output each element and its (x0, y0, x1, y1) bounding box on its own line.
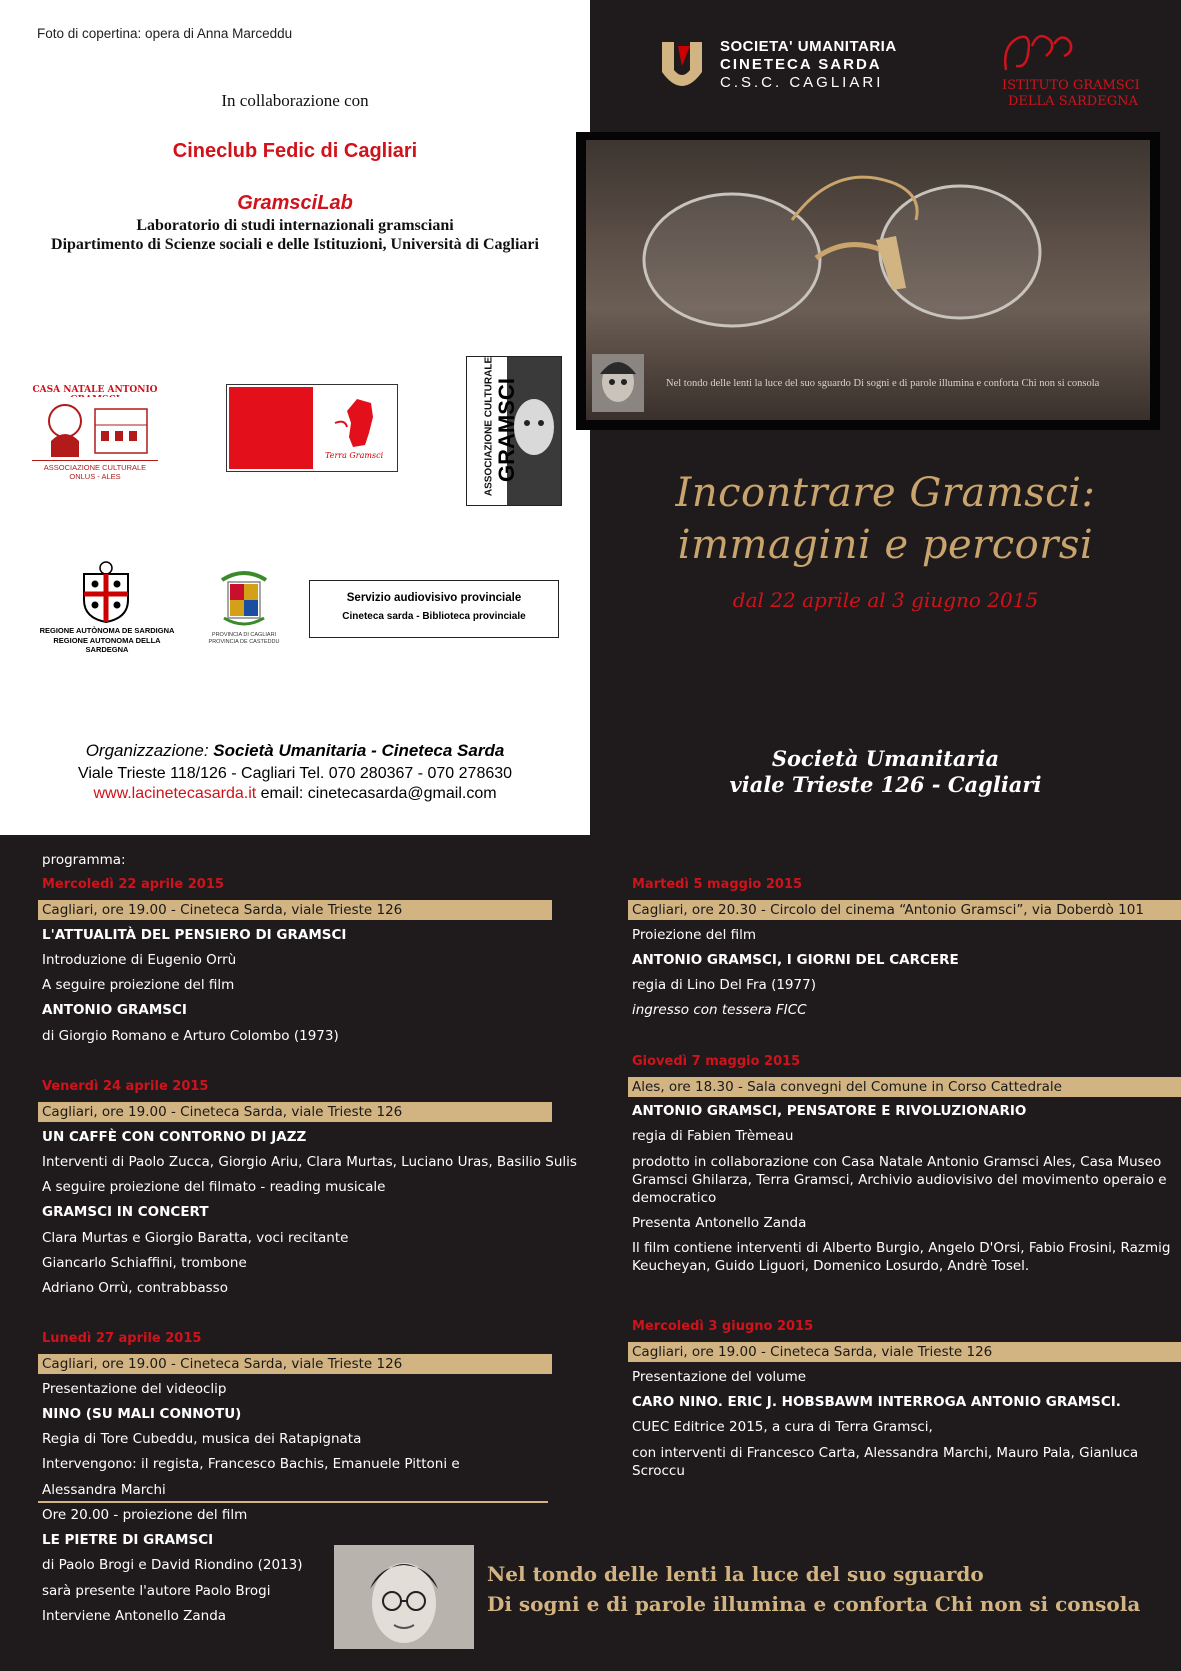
event-2-line-5: Clara Murtas e Giorgio Baratta, voci recitante (42, 1230, 349, 1246)
event-6-place: Cagliari, ore 19.00 - Cineteca Sarda, viale Trieste 126 (628, 1342, 1181, 1362)
event-3-place: Cagliari, ore 19.00 - Cineteca Sarda, viale Trieste 126 (38, 1354, 552, 1374)
terra-gramsci-logo (226, 384, 398, 472)
event-6-line-4a: con interventi di Francesco Carta, Alessandra Marchi, Mauro Pala, Gianluca (632, 1445, 1139, 1461)
regione-crest-icon (76, 560, 136, 624)
servizio-audiovisivo-box (309, 580, 559, 638)
regione-logo (32, 560, 182, 654)
event-1-line-5: di Giorgio Romano e Arturo Colombo (1973) (42, 1028, 339, 1044)
program-section (0, 835, 1181, 1671)
event-3-divider (38, 1501, 548, 1503)
org-name: Società Umanitaria - Cineteca Sarda (213, 741, 505, 760)
event-1-date: Mercoledì 22 aprile 2015 (42, 877, 224, 892)
venue-line-1: Società Umanitaria (771, 746, 1000, 771)
provincia-logo (208, 570, 280, 650)
istituto-line-1: ISTITUTO GRAMSCI (1002, 78, 1140, 93)
event-2-line-3: A seguire proiezione del filmato - reading musicale (42, 1179, 386, 1195)
event-4-line-4: ingresso con tessera FICC (632, 1002, 807, 1018)
photo-canvas (586, 140, 1150, 420)
event-3-line-3: Regia di Tore Cubeddu, musica dei Ratapignata (42, 1431, 362, 1447)
white-panel (0, 0, 590, 835)
event-5-line-3c: democratico (632, 1190, 717, 1206)
event-5-line-5b: Keucheyan, Guido Liguori, Domenico Losurdo, Andrè Tosel. (632, 1258, 1030, 1274)
event-2-concert: GRAMSCI IN CONCERT (42, 1204, 209, 1220)
event-3-line-6: Ore 20.00 - proiezione del film (42, 1507, 248, 1523)
umanitaria-line-1: SOCIETA' UMANITARIA (720, 38, 897, 55)
event-5-line-2: regia di Fabien Trèmeau (632, 1128, 794, 1144)
assoc-culturale-label: ASSOCIAZIONE CULTURALE (483, 356, 495, 497)
event-4-place: Cagliari, ore 20.30 - Circolo del cinema “Antonio Gramsci”, via Doberdò 101 (628, 900, 1181, 920)
quote-line-2: Di sogni e di parole illumina e conforta Chi non si consola (487, 1592, 1141, 1616)
event-3-line-10: Interviene Antonello Zanda (42, 1608, 227, 1624)
regione-label-1: REGIONE AUTÒNOMA DE SARDIGNA (39, 626, 175, 635)
cineclub-name: Cineclub Fedic di Cagliari (172, 140, 418, 162)
event-2-title: UN CAFFÈ CON CONTORNO DI JAZZ (42, 1129, 307, 1145)
event-5-line-3b: Gramsci Ghilarza, Terra Gramsci, Archivio audiovisivo del movimento operaio e (632, 1172, 1167, 1188)
istituto-line-2: DELLA SARDEGNA (1008, 94, 1138, 109)
org-label: Organizzazione: (85, 741, 214, 760)
event-3-film: LE PIETRE DI GRAMSCI (42, 1532, 214, 1548)
event-1-line-3: A seguire proiezione del film (42, 977, 235, 993)
provincia-label-1: PROVINCIA DI CAGLIARI (211, 632, 277, 638)
event-5-line-4: Presenta Antonello Zanda (632, 1215, 807, 1231)
assoc-gramsci-label: GRAMSCI (494, 378, 519, 482)
event-6-book: CARO NINO. ERIC J. HOBSBAWM INTERROGA ANTONIO GRAMSCI. (632, 1394, 1121, 1410)
program-label: programma: (42, 852, 126, 868)
servizio-title: Servizio audiovisivo provinciale (346, 592, 522, 604)
event-3-date: Lunedì 27 aprile 2015 (42, 1331, 202, 1346)
event-2-place: Cagliari, ore 19.00 - Cineteca Sarda, viale Trieste 126 (38, 1102, 552, 1122)
assoc-gramsci-logo (466, 356, 562, 506)
event-1-title: L'ATTUALITÀ DEL PENSIERO DI GRAMSCI (42, 927, 347, 943)
gramsci-portrait (334, 1545, 474, 1649)
umanitaria-line-3: C.S.C. CAGLIARI (720, 74, 884, 91)
org-address: Viale Trieste 118/126 - Cagliari Tel. 070 280367 - 070 278630 (77, 765, 513, 782)
event-3-line-5: Alessandra Marchi (42, 1482, 166, 1498)
event-2-line-7: Adriano Orrù, contrabbasso (42, 1280, 228, 1296)
cover-photo (576, 132, 1160, 430)
photo-portrait-thumbnail (592, 354, 644, 412)
organization-line (0, 741, 590, 761)
regione-label-2: REGIONE AUTONOMA DELLA SARDEGNA (53, 636, 161, 654)
event-5-line-5a: Il film contiene interventi di Alberto Burgio, Angelo D'Orsi, Fabio Frosini, Razmig (632, 1240, 1171, 1256)
event-6-date: Mercoledì 3 giugno 2015 (632, 1319, 814, 1334)
event-4-date: Martedì 5 maggio 2015 (632, 877, 803, 892)
casa-natale-logo (32, 385, 158, 481)
event-3-line-9: sarà presente l'autore Paolo Brogi (42, 1583, 271, 1599)
event-3-line-8: di Paolo Brogi e David Riondino (2013) (42, 1557, 303, 1573)
umanitaria-line-2: CINETECA SARDA (720, 56, 882, 73)
gramsci-thumbnail-icon (592, 354, 644, 412)
event-title-line-1: Incontrare Gramsci: (675, 470, 1096, 516)
casa-natale-drawing-icon (37, 397, 153, 459)
quote-line-1: Nel tondo delle lenti la luce del suo sguardo (487, 1562, 984, 1586)
istituto-gramsci-signature-icon (998, 26, 1078, 78)
event-4-line-1: Proiezione del film (632, 927, 757, 943)
photo-caption: Nel tondo delle lenti la luce del suo sguardo Di sogni e di parole illumina e conforta Chi non si consola (666, 378, 1100, 389)
event-3-line-4: Intervengono: il regista, Francesco Bachis, Emanuele Pittoni e (42, 1456, 460, 1472)
sardinia-profile-icon (327, 393, 387, 453)
gramscilab-name: GramsciLab (237, 192, 353, 214)
lab-line-1: Laboratorio di studi internazionali gramsciani (136, 217, 454, 234)
event-1-place: Cagliari, ore 19.00 - Cineteca Sarda, viale Trieste 126 (38, 900, 552, 920)
event-1-film: ANTONIO GRAMSCI (42, 1002, 187, 1018)
event-3-line-1: Presentazione del videoclip (42, 1381, 227, 1397)
servizio-subtitle: Cineteca sarda - Biblioteca provinciale (342, 611, 526, 622)
gramsci-portrait-photo-icon (334, 1545, 474, 1649)
collab-intro: In collaborazione con (221, 91, 369, 110)
terra-gramsci-label: Terra Gramsci (325, 451, 384, 460)
event-6-line-3: CUEC Editrice 2015, a cura di Terra Gramsci, (632, 1419, 933, 1435)
provincia-label-2: PROVINCIA DE CASTEDDU (208, 639, 280, 645)
website-link[interactable]: www.lacinetecasarda.it (93, 785, 257, 802)
event-6-line-1: Presentazione del volume (632, 1369, 807, 1385)
event-5-date: Giovedì 7 maggio 2015 (632, 1054, 801, 1069)
cover-credit: Foto di copertina: opera di Anna Marceddu (37, 26, 293, 41)
umanitaria-logo-icon (660, 40, 704, 90)
event-5-place: Ales, ore 18.30 - Sala convegni del Comune in Corso Cattedrale (628, 1077, 1181, 1097)
event-2-line-2: Interventi di Paolo Zucca, Giorgio Ariu, Clara Murtas, Luciano Uras, Basilio Sulis (42, 1154, 577, 1170)
lab-line-2: Dipartimento di Scienze sociali e delle Istituzioni, Università di Cagliari (51, 236, 539, 253)
event-1-line-2: Introduzione di Eugenio Orrù (42, 952, 237, 968)
dark-cover-panel (590, 0, 1181, 835)
event-6-line-4b: Scroccu (632, 1463, 685, 1479)
provincia-crest-icon (218, 570, 270, 630)
event-5-film: ANTONIO GRAMSCI, PENSATORE E RIVOLUZIONARIO (632, 1103, 1027, 1119)
event-2-date: Venerdì 24 aprile 2015 (42, 1079, 209, 1094)
event-3-videoclip: NINO (SU MALI CONNOTU) (42, 1406, 242, 1422)
casa-natale-subtitle: ASSOCIAZIONE CULTURALE ONLUS - ALES (43, 463, 147, 481)
event-title-line-2: immagini e percorsi (677, 522, 1094, 568)
contact-line (0, 785, 590, 803)
event-2-line-6: Giancarlo Schiaffini, trombone (42, 1255, 247, 1271)
event-dates: dal 22 aprile al 3 giugno 2015 (732, 588, 1039, 612)
venue-line-2: viale Trieste 126 - Cagliari (729, 772, 1042, 797)
email-link[interactable]: email: cinetecasarda@gmail.com (256, 785, 497, 802)
casa-natale-title: CASA NATALE ANTONIO (32, 385, 158, 395)
event-5-line-3a: prodotto in collaborazione con Casa Natale Antonio Gramsci Ales, Casa Museo (632, 1154, 1162, 1170)
event-4-film: ANTONIO GRAMSCI, I GIORNI DEL CARCERE (632, 952, 959, 968)
event-4-line-3: regia di Lino Del Fra (1977) (632, 977, 816, 993)
